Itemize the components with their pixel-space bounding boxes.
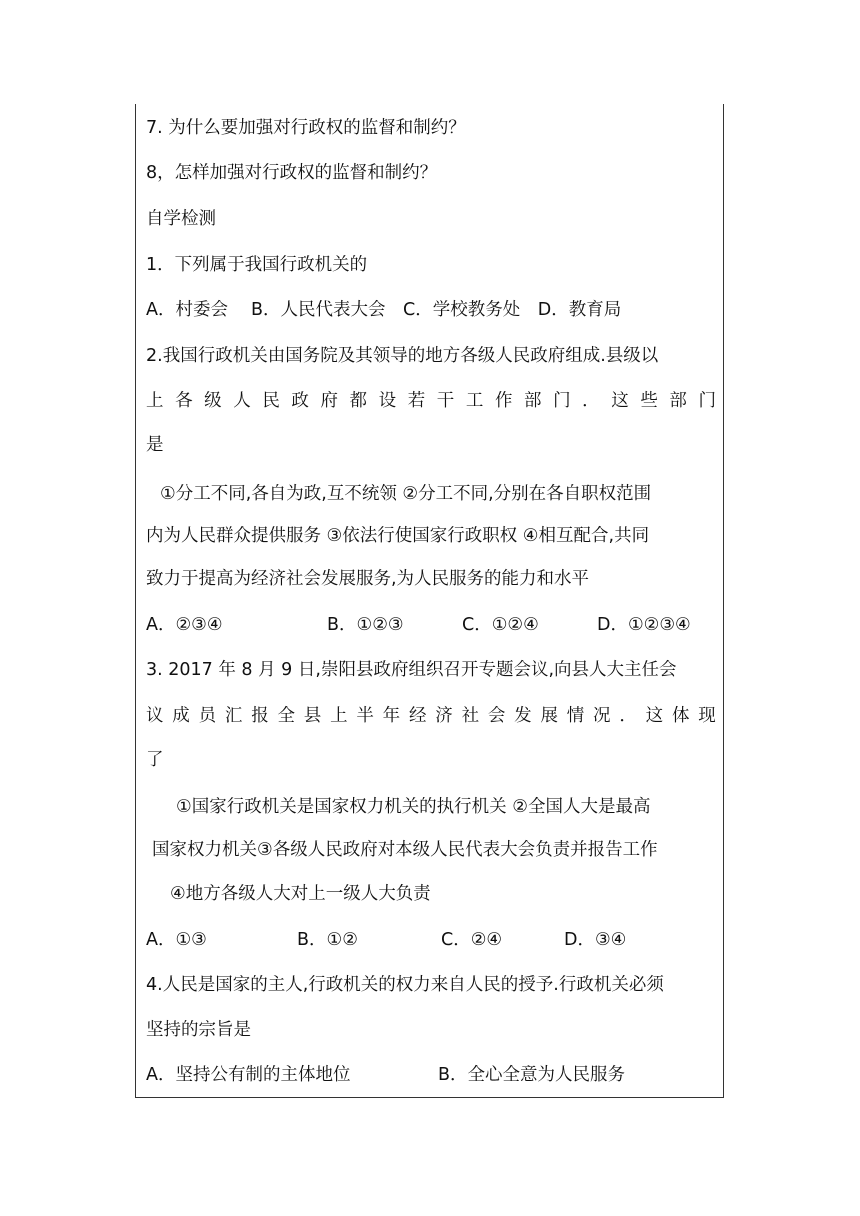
justified-char: 若: [407, 391, 426, 411]
question-2-stem-line-2: [146, 389, 716, 413]
justified-char: 社: [461, 706, 480, 726]
question-2-stem-line-1: 2.我国行政机关由国务院及其领导的地方各级人民政府组成.县级以: [146, 346, 659, 366]
justified-char: 这: [645, 706, 664, 726]
justified-char: 门: [698, 391, 716, 411]
justified-char: 政: [291, 391, 309, 411]
justified-char: 半: [356, 706, 374, 726]
question-2-statements-line-1: ①分工不同,各自为政,互不统领 ②分工不同,分别在各自职权范围: [160, 484, 652, 504]
question-2-option-d: D．①②③④: [597, 615, 691, 635]
justified-char: 上: [330, 706, 348, 726]
justified-char: 人: [233, 391, 251, 411]
justified-char: 情: [566, 706, 585, 726]
justified-char: 会: [487, 706, 506, 726]
justified-char: 门: [553, 391, 571, 411]
justified-char: 展: [540, 706, 558, 726]
justified-char: 这: [611, 391, 629, 411]
question-4-stem-line-1: 4.人民是国家的主人,行政机关的权力来自人民的授予.行政机关必须: [146, 975, 664, 995]
question-3-stem-line-1: 3. 2017 年 8 月 9 日,崇阳县政府组织召开专题会议,向县人大主任会: [146, 660, 677, 680]
question-3-stem-line-3: 了: [146, 750, 164, 770]
question-2-option-b: B．①②③: [327, 615, 404, 635]
justified-char: 上: [146, 391, 164, 411]
question-3-option-b: B．①②: [297, 930, 358, 950]
question-4-option-b: B．全心全意为人民服务: [438, 1065, 626, 1085]
justified-char: 些: [640, 391, 658, 411]
justified-char: 报: [251, 706, 269, 726]
justified-char: 部: [669, 391, 687, 411]
justified-char: 民: [262, 391, 280, 411]
justified-char: 作: [494, 391, 513, 411]
justified-char: 府: [320, 391, 338, 411]
question-3-option-d: D．③④: [564, 930, 627, 950]
question-3-statements-line-3: ④地方各级人大对上一级人大负责: [170, 884, 431, 904]
justified-char: ．: [619, 706, 637, 726]
justified-char: 年: [382, 706, 401, 726]
question-7: 7. 为什么要加强对行政权的监督和制约？: [146, 118, 466, 138]
justified-char: 都: [349, 391, 368, 411]
question-4-stem-line-2: 坚持的宗旨是: [146, 1020, 251, 1040]
question-2-option-c: C．①②④: [462, 615, 539, 635]
justified-char: 县: [303, 706, 322, 726]
justified-char: 议: [146, 706, 164, 726]
question-4-option-a: A．坚持公有制的主体地位: [146, 1065, 351, 1085]
justified-char: 级: [204, 391, 222, 411]
justified-char: 体: [671, 706, 690, 726]
justified-char: 干: [436, 391, 455, 411]
question-8: 8，怎样加强对行政权的监督和制约？: [146, 163, 438, 183]
justified-char: 部: [524, 391, 542, 411]
justified-char: ．: [582, 391, 600, 411]
justified-char: 设: [378, 391, 397, 411]
question-2-statements-line-3: 致力于提高为经济社会发展服务,为人民服务的能力和水平: [146, 569, 590, 589]
justified-char: 工: [465, 391, 484, 411]
justified-char: 汇: [224, 706, 243, 726]
question-3-statements-line-1: ①国家行政机关是国家权力机关的执行机关 ②全国人大是最高: [176, 797, 651, 817]
justified-char: 各: [175, 391, 193, 411]
question-2-stem-line-3: 是: [146, 435, 164, 455]
section-heading: 自学检测: [146, 209, 216, 229]
question-1-stem: 1．下列属于我国行政机关的: [146, 255, 368, 275]
justified-char: 员: [198, 706, 217, 726]
justified-char: 发: [514, 706, 532, 726]
question-2-statements-line-2: 内为人民群众提供服务 ③依法行使国家行政职权 ④相互配合,共同: [146, 526, 650, 546]
justified-char: 成: [172, 706, 190, 726]
justified-char: 现: [698, 706, 716, 726]
question-3-option-a: A．①③: [146, 930, 207, 950]
question-1-options: A．村委会 B．人民代表大会 C．学校教务处 D．教育局: [146, 300, 622, 320]
question-2-option-a: A．②③④: [146, 615, 223, 635]
question-3-option-c: C．②④: [441, 930, 503, 950]
question-3-stem-line-2: [146, 704, 716, 728]
question-3-statements-line-2: 国家权力机关③各级人民政府对本级人民代表大会负责并报告工作: [152, 840, 658, 860]
justified-char: 况: [593, 706, 611, 726]
justified-char: 全: [277, 706, 295, 726]
justified-char: 济: [435, 706, 453, 726]
justified-char: 经: [408, 706, 427, 726]
